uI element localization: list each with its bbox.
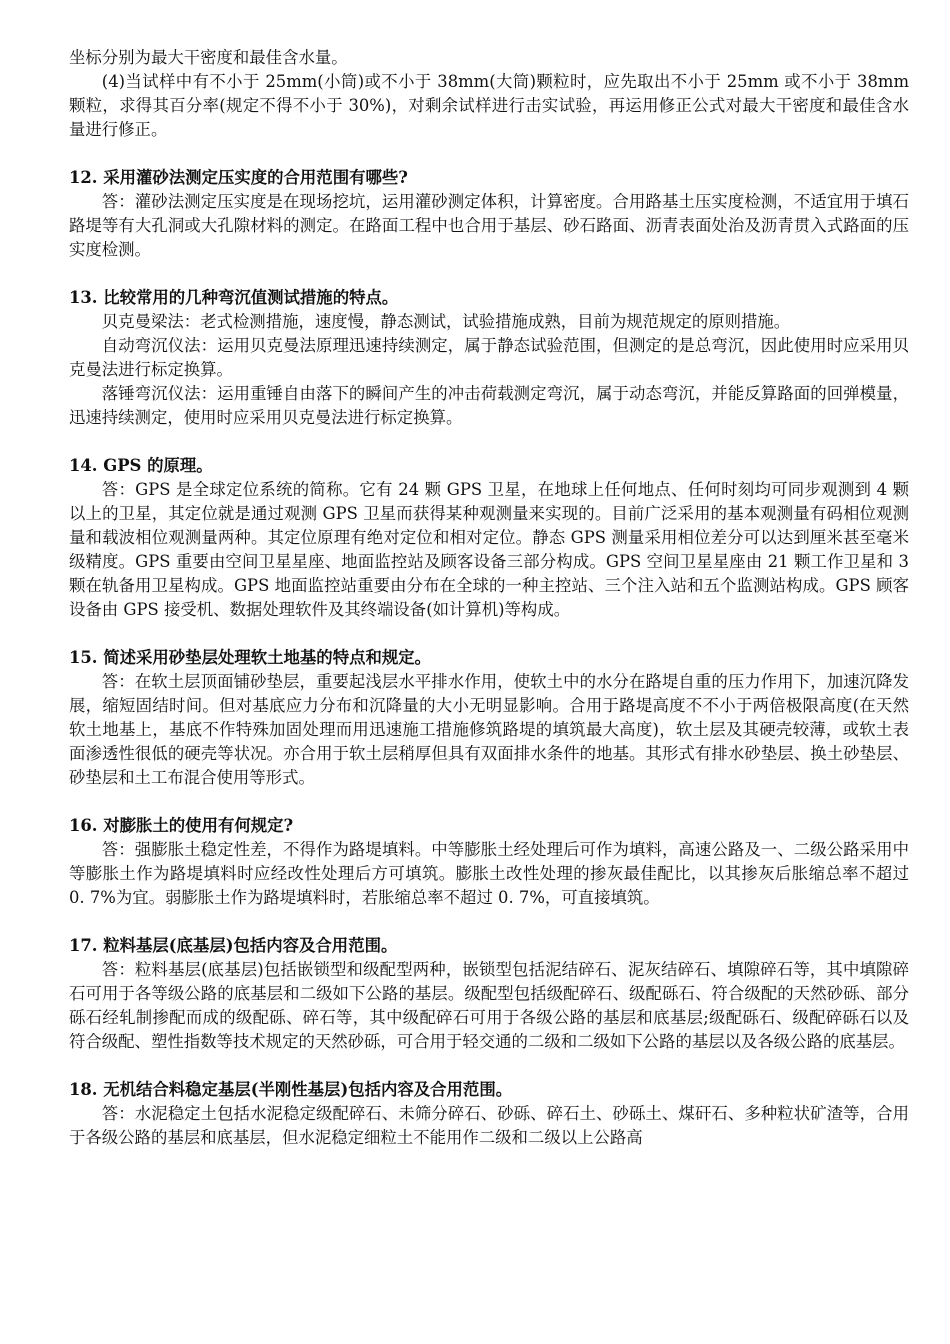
section-18 bbox=[69, 1078, 909, 1150]
section-heading: 16. 对膨胀土的使用有何规定? bbox=[69, 816, 294, 835]
section-heading: 13. 比较常用的几种弯沉值测试措施的特点。 bbox=[69, 288, 399, 307]
section-paragraph: 答：强膨胀土稳定性差，不得作为路堤填料。中等膨胀土经处理后可作为填料，高速公路及一、二级公路采用中等膨胀土作为路堤填料时应经改性处理后方可填筑。膨胀土改性处理的掺灰最佳配比，以其掺灰后胀缩总率不超过 0. 7%为宜。弱膨胀土作为路堤填料时，若胀缩总率不超过 0. 7%，可直接填筑。 bbox=[69, 840, 909, 907]
section-14 bbox=[69, 454, 909, 622]
section-paragraph: 自动弯沉仪法：运用贝克曼法原理迅速持续测定，属于静态试验范围，但测定的是总弯沉，因此使用时应采用贝克曼法进行标定换算。 bbox=[69, 336, 909, 379]
section-heading: 18. 无机结合料稳定基层(半刚性基层)包括内容及合用范围。 bbox=[69, 1080, 513, 1099]
section-paragraph: 答：在软土层顶面铺砂垫层，重要起浅层水平排水作用，使软土中的水分在路堤自重的压力作用下，加速沉降发展，缩短固结时间。但对基底应力分布和沉降量的大小无明显影响。合用于路堤高度不不小于两倍极限高度(在天然软土地基上，基底不作特殊加固处理而用迅速施工措施修筑路堤的填筑最大高度)，软土层及其硬壳较薄，或软土表面渗透性很低的硬壳等状况。亦合用于软土层稍厚但具有双面排水条件的地基。其形式有排水砂垫层、换土砂垫层、砂垫层和土工布混合使用等形式。 bbox=[69, 672, 909, 787]
section-15 bbox=[69, 646, 909, 790]
section-heading: 14. GPS 的原理。 bbox=[69, 456, 213, 475]
section-17 bbox=[69, 934, 909, 1054]
intro-item-4: (4)当试样中有不小于 25mm(小筒)或不小于 38mm(大筒)颗粒时，应先取出不小于 25mm 或不小于 38mm 颗粒，求得其百分率(规定不得不小于 30%)，对剩余试样进行击实试验，再运用修正公式对最大干密度和最佳含水量进行修正。 bbox=[69, 72, 909, 139]
document-page bbox=[69, 46, 909, 1150]
section-heading: 17. 粒料基层(底基层)包括内容及合用范围。 bbox=[69, 936, 398, 955]
section-paragraph: 答：粒料基层(底基层)包括嵌锁型和级配型两种，嵌锁型包括泥结碎石、泥灰结碎石、填隙碎石等，其中填隙碎石可用于各等级公路的底基层和二级如下公路的基层。级配型包括级配碎石、级配砾石、符合级配的天然砂砾、部分砾石经轧制掺配而成的级配砾、碎石等，其中级配碎石可用于各级公路的基层和底基层;级配砾石、级配碎砾石以及符合级配、塑性指数等技术规定的天然砂砾，可合用于轻交通的二级和二级如下公路的基层以及各级公路的底基层。 bbox=[69, 960, 909, 1051]
section-paragraph: 答：GPS 是全球定位系统的简称。它有 24 颗 GPS 卫星，在地球上任何地点、任何时刻均可同步观测到 4 颗以上的卫星，其定位就是通过观测 GPS 卫星而获得某种观测量来实现的。目前广泛采用的基本观测量有码相位观测量和载波相位观测量两种。其定位原理有绝对定位和相对定位。静态 GPS 测量采用相位差分可以达到厘米甚至毫米级精度。GPS 重要由空间卫星星座、地面监控站及顾客设备三部分构成。GPS 空间卫星星座由 21 颗工作卫星和 3 颗在轨备用卫星构成。GPS 地面监控站重要由分布在全球的一种主控站、三个注入站和五个监测站构成。GPS 顾客设备由 GPS 接受机、数据处理软件及其终端设备(如计算机)等构成。 bbox=[69, 480, 909, 619]
section-paragraph: 答：灌砂法测定压实度是在现场挖坑，运用灌砂测定体积，计算密度。合用路基土压实度检测，不适宜用于填石路堤等有大孔洞或大孔隙材料的测定。在路面工程中也合用于基层、砂石路面、沥青表面处治及沥青贯入式路面的压实度检测。 bbox=[69, 192, 909, 259]
intro-line-tail: 坐标分别为最大干密度和最佳含水量。 bbox=[69, 48, 348, 67]
section-13 bbox=[69, 286, 909, 430]
section-16 bbox=[69, 814, 909, 910]
section-paragraph: 贝克曼梁法：老式检测措施，速度慢，静态测试，试验措施成熟，目前为规范规定的原则措施。 bbox=[101, 312, 791, 331]
section-heading: 12. 采用灌砂法测定压实度的合用范围有哪些? bbox=[69, 168, 408, 187]
section-paragraph: 落锤弯沉仪法：运用重锤自由落下的瞬间产生的冲击荷载测定弯沉，属于动态弯沉，并能反算路面的回弹模量，迅速持续测定，使用时应采用贝克曼法进行标定换算。 bbox=[69, 384, 909, 427]
section-paragraph: 答：水泥稳定土包括水泥稳定级配碎石、未筛分碎石、砂砾、碎石土、砂砾土、煤矸石、多种粒状矿渣等，合用于各级公路的基层和底基层，但水泥稳定细粒土不能用作二级和二级以上公路高 bbox=[69, 1104, 909, 1147]
section-heading: 15. 简述采用砂垫层处理软土地基的特点和规定。 bbox=[69, 648, 432, 667]
section-12 bbox=[69, 166, 909, 262]
